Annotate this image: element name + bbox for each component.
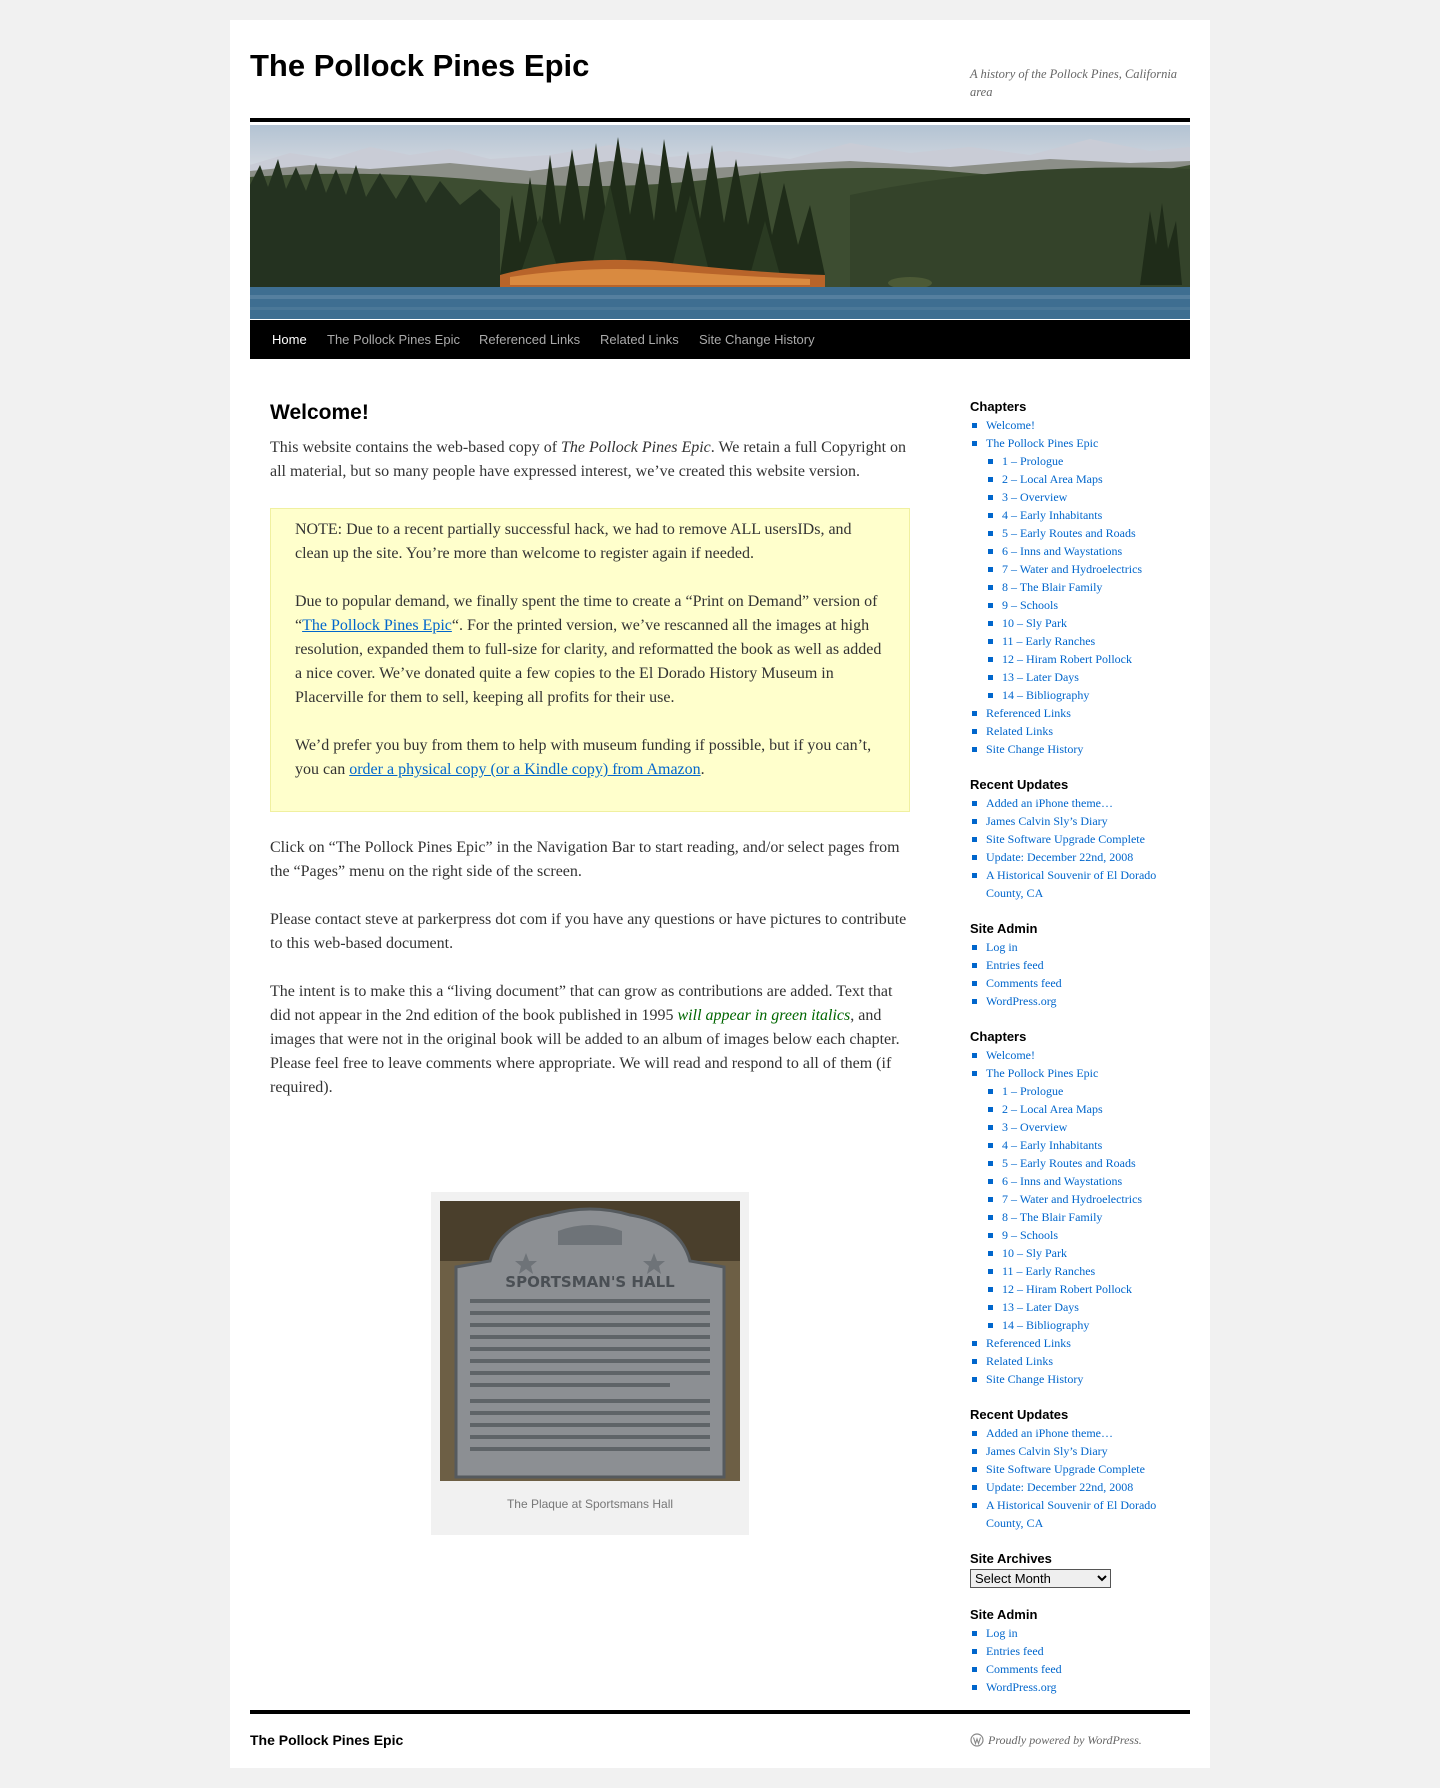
site-admin-widget	[970, 920, 1190, 1010]
plaque-photo[interactable]	[440, 1201, 740, 1481]
sidebar-chapter-link[interactable]: 6 – Inns and Waystations	[986, 542, 1190, 560]
admin-link-entries-feed[interactable]: Entries feed	[970, 956, 1190, 974]
sidebar-link-pollock-pines-epic[interactable]: The Pollock Pines Epic	[970, 1064, 1190, 1082]
recent-update-link[interactable]: Update: December 22nd, 2008	[970, 1478, 1190, 1496]
green-italics-sample: will appear in green italics	[677, 1007, 851, 1024]
chapters-widget-title: Chapters	[970, 399, 1027, 414]
chapters-widget-title: Chapters	[970, 1029, 1027, 1044]
notice-hack-paragraph: NOTE: Due to a recent partially successful hack, we had to remove ALL usersIDs, and clean up the site. You’re more than welcome to register again if needed.	[295, 521, 852, 562]
sidebar	[970, 398, 1190, 1714]
archive-month-select[interactable]	[970, 1569, 1111, 1588]
recent-update-link[interactable]: Update: December 22nd, 2008	[970, 848, 1190, 866]
chapters-widget-2	[970, 1028, 1190, 1388]
footer-rule	[250, 1710, 1190, 1714]
site-title[interactable]: The Pollock Pines Epic	[250, 48, 590, 83]
sidebar-chapter-link[interactable]: 1 – Prologue	[986, 452, 1190, 470]
chapters-widget	[970, 398, 1190, 758]
sidebar-chapter-link[interactable]: 5 – Early Routes and Roads	[986, 1154, 1190, 1172]
sidebar-chapter-link[interactable]: 13 – Later Days	[986, 1298, 1190, 1316]
intro-paragraph	[270, 436, 910, 484]
notice-amazon-text-b: .	[700, 761, 705, 778]
recent-updates-title: Recent Updates	[970, 1407, 1069, 1422]
nav-item-referenced-links[interactable]: Referenced Links	[479, 332, 581, 347]
sidebar-link-related-links[interactable]: Related Links	[970, 722, 1190, 740]
plaque-figure	[431, 1192, 749, 1535]
recent-update-link[interactable]: A Historical Souvenir of El Dorado County, CA	[970, 1496, 1190, 1532]
admin-link-comments-feed[interactable]: Comments feed	[970, 974, 1190, 992]
notice-print-text-b: “. For the printed version, we’ve rescanned all the images at high resolution, expanded them to full-size for clarity, and reformatted the book as well as added a nice cover. We’ve donated quite a few copies to the El Dorado History Museum in Placerville for them to sell, keeping all profits for their use.	[295, 617, 882, 706]
powered-by-link[interactable]	[970, 1733, 1170, 1751]
site-admin-title: Site Admin	[970, 1607, 1038, 1622]
body-paragraphs	[270, 836, 910, 1100]
intro-text-a: This website contains the web-based copy of	[270, 439, 562, 456]
admin-link-wordpress[interactable]: WordPress.org	[970, 1678, 1190, 1696]
plaque-illustration	[440, 1201, 740, 1481]
sidebar-link-referenced-links[interactable]: Referenced Links	[970, 1334, 1190, 1352]
nav-item-related-links[interactable]: Related Links	[600, 332, 679, 347]
wordpress-icon	[970, 1733, 984, 1751]
pollock-pines-epic-link[interactable]: The Pollock Pines Epic	[302, 617, 452, 634]
recent-update-link[interactable]: Added an iPhone theme…	[970, 794, 1190, 812]
powered-by-text: Proudly powered by WordPress.	[988, 1733, 1142, 1747]
sidebar-link-welcome[interactable]: Welcome!	[970, 416, 1190, 434]
page-wrapper	[230, 20, 1210, 1768]
sidebar-chapter-link[interactable]: 8 – The Blair Family	[986, 1208, 1190, 1226]
recent-update-link[interactable]: Added an iPhone theme…	[970, 1424, 1190, 1442]
admin-link-wordpress[interactable]: WordPress.org	[970, 992, 1190, 1010]
sidebar-chapter-link[interactable]: 8 – The Blair Family	[986, 578, 1190, 596]
sidebar-chapter-link[interactable]: 10 – Sly Park	[986, 1244, 1190, 1262]
sidebar-chapter-link[interactable]: 5 – Early Routes and Roads	[986, 524, 1190, 542]
sidebar-chapter-link[interactable]: 14 – Bibliography	[986, 1316, 1190, 1334]
sidebar-chapter-link[interactable]: 12 – Hiram Robert Pollock	[986, 1280, 1190, 1298]
site-archives-title: Site Archives	[970, 1551, 1052, 1566]
site-archives-widget	[970, 1550, 1190, 1588]
recent-update-link[interactable]: James Calvin Sly’s Diary	[970, 812, 1190, 830]
sidebar-chapter-link[interactable]: 13 – Later Days	[986, 668, 1190, 686]
sidebar-chapter-link[interactable]: 14 – Bibliography	[986, 686, 1190, 704]
notice-box	[270, 508, 910, 812]
notice-print-text-a: Due to popular demand, we finally spent the time to create a “Print on Demand” version of “	[295, 593, 878, 634]
sidebar-link-welcome[interactable]: Welcome!	[970, 1046, 1190, 1064]
sidebar-link-related-links[interactable]: Related Links	[970, 1352, 1190, 1370]
sidebar-chapter-link[interactable]: 3 – Overview	[986, 1118, 1190, 1136]
sidebar-link-site-change-history[interactable]: Site Change History	[970, 740, 1190, 758]
navigation-instructions-paragraph: Click on “The Pollock Pines Epic” in the Navigation Bar to start reading, and/or select pages from the “Pages” menu on the right side of the screen.	[270, 839, 900, 880]
lake-forest-illustration	[250, 125, 1190, 319]
sidebar-chapter-link[interactable]: 6 – Inns and Waystations	[986, 1172, 1190, 1190]
sidebar-chapter-link[interactable]: 2 – Local Area Maps	[986, 1100, 1190, 1118]
sidebar-chapter-link[interactable]: 4 – Early Inhabitants	[986, 506, 1190, 524]
sidebar-link-referenced-links[interactable]: Referenced Links	[970, 704, 1190, 722]
recent-update-link[interactable]: A Historical Souvenir of El Dorado County, CA	[970, 866, 1190, 902]
nav-item-site-change-history[interactable]: Site Change History	[699, 332, 815, 347]
sidebar-chapter-link[interactable]: 9 – Schools	[986, 1226, 1190, 1244]
sidebar-chapter-link[interactable]: 11 – Early Ranches	[986, 632, 1190, 650]
admin-link-comments-feed[interactable]: Comments feed	[970, 1660, 1190, 1678]
site-admin-title: Site Admin	[970, 921, 1038, 936]
intent-text-a: The intent is to make this a “living document” that can grow as contributions are added. Text that did not appear in the 2nd edition of the book published in 1995	[270, 983, 893, 1024]
page-title: Welcome!	[270, 401, 369, 424]
main-navigation	[250, 320, 1190, 359]
admin-link-login[interactable]: Log in	[970, 1624, 1190, 1642]
intro-text-b: . We retain a full Copyright on all material, but so many people have expressed interest, we’ve created this website version.	[270, 439, 907, 480]
recent-updates-widget	[970, 776, 1190, 902]
sidebar-chapter-link[interactable]: 1 – Prologue	[986, 1082, 1190, 1100]
recent-update-link[interactable]: James Calvin Sly’s Diary	[970, 1442, 1190, 1460]
intro-book-title: The Pollock Pines Epic	[561, 439, 711, 456]
plaque-caption: The Plaque at Sportsmans Hall	[506, 1497, 674, 1511]
plaque-title: SPORTSMAN'S HALL	[505, 1273, 675, 1291]
intent-text-b: , and images that were not in the original book will be added to an album of images below each chapter. Please feel free to leave comments where appropriate. We will read and respond to all of them (if required).	[270, 1007, 900, 1096]
footer-site-title[interactable]: The Pollock Pines Epic	[250, 1732, 404, 1748]
notice-amazon-paragraph	[295, 734, 885, 782]
nav-item-home[interactable]: Home	[272, 332, 307, 347]
site-description: A history of the Pollock Pines, California area	[970, 67, 1178, 99]
notice-amazon-text-a: We’d prefer you buy from them to help with museum funding if possible, but if you can’t, you can	[295, 737, 872, 778]
sidebar-chapter-link[interactable]: 7 – Water and Hydroelectrics	[986, 1190, 1190, 1208]
recent-update-link[interactable]: Site Software Upgrade Complete	[970, 830, 1190, 848]
sidebar-chapter-link[interactable]: 4 – Early Inhabitants	[986, 1136, 1190, 1154]
sidebar-chapter-link[interactable]: 11 – Early Ranches	[986, 1262, 1190, 1280]
site-admin-widget-2	[970, 1606, 1190, 1696]
header-banner-image	[250, 125, 1190, 319]
amazon-order-link[interactable]: order a physical copy (or a Kindle copy) from Amazon	[349, 761, 701, 778]
nav-item-pollock-pines-epic[interactable]: The Pollock Pines Epic	[327, 332, 460, 347]
sidebar-chapter-link[interactable]: 9 – Schools	[986, 596, 1190, 614]
site-header	[230, 20, 1210, 120]
admin-link-entries-feed[interactable]: Entries feed	[970, 1642, 1190, 1660]
recent-updates-title: Recent Updates	[970, 777, 1069, 792]
sidebar-chapter-link[interactable]: 12 – Hiram Robert Pollock	[986, 650, 1190, 668]
sidebar-chapter-link[interactable]: 2 – Local Area Maps	[986, 470, 1190, 488]
sidebar-link-pollock-pines-epic[interactable]: The Pollock Pines Epic	[970, 434, 1190, 452]
sidebar-link-site-change-history[interactable]: Site Change History	[970, 1370, 1190, 1388]
contact-paragraph: Please contact steve at parkerpress dot com if you have any questions or have pictures to contribute to this web-based document.	[270, 911, 907, 952]
main-content	[270, 398, 910, 1511]
sidebar-chapter-link[interactable]: 10 – Sly Park	[986, 614, 1190, 632]
sidebar-chapter-link[interactable]: 7 – Water and Hydroelectrics	[986, 560, 1190, 578]
recent-updates-widget-2	[970, 1406, 1190, 1532]
header-rule	[250, 118, 1190, 122]
admin-link-login[interactable]: Log in	[970, 938, 1190, 956]
recent-update-link[interactable]: Site Software Upgrade Complete	[970, 1460, 1190, 1478]
sidebar-chapter-link[interactable]: 3 – Overview	[986, 488, 1190, 506]
notice-print-paragraph	[295, 590, 885, 710]
intent-paragraph	[270, 980, 910, 1100]
